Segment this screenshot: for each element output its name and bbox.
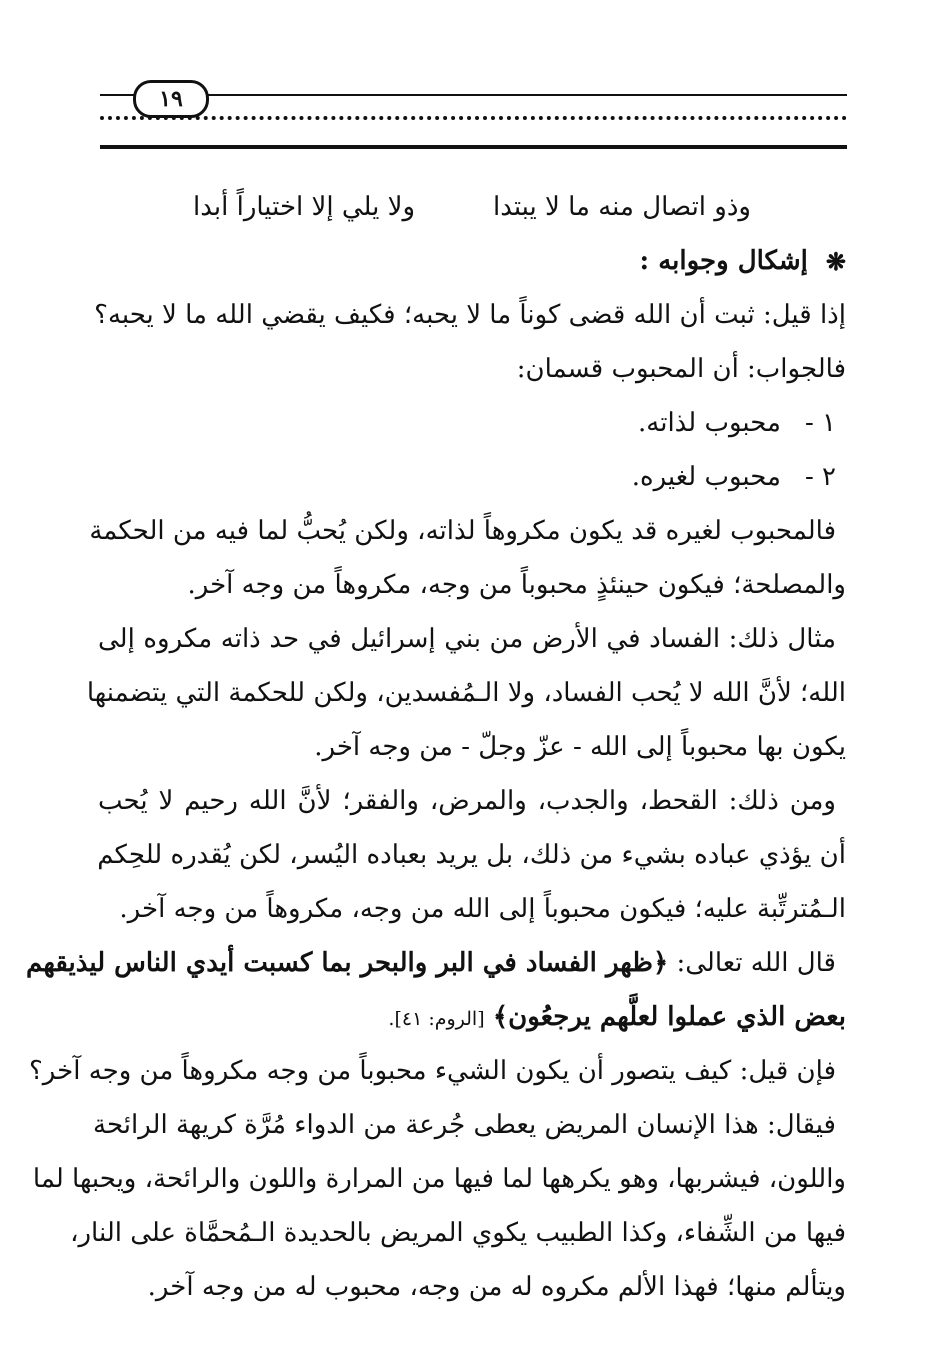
paragraph-line: فالمحبوب لغيره قد يكون مكروهاً لذاته، ولكن يُحبُّ لما فيه من الحكمة bbox=[89, 516, 836, 546]
paragraph-line: الـمُترتِّبة عليه؛ فيكون محبوباً إلى الله من وجه، مكروهاً من وجه آخر. bbox=[119, 894, 846, 924]
paragraph-line: الله؛ لأنَّ الله لا يُحب الفساد، ولا الـمُفسدين، ولكن للحكمة التي يتضمنها bbox=[86, 678, 846, 708]
section-heading bbox=[98, 234, 846, 288]
list-item-number: ١ - bbox=[804, 408, 836, 438]
quran-quote-line bbox=[26, 936, 846, 990]
paragraph-line: أن يؤذي عباده بشيء من ذلك، بل يريد بعباده اليُسر، لكن يُقدره للحِكم bbox=[97, 840, 846, 870]
paragraph-line: يكون بها محبوباً إلى الله - عزّ وجلّ - من وجه آخر. bbox=[314, 732, 846, 762]
verse-second-hemistich: ولا يلي إلا اختياراً أبدا bbox=[193, 192, 416, 222]
question-line: إذا قيل: ثبت أن الله قضى كوناً ما لا يحبه؛ فكيف يقضي الله ما لا يحبه؟ bbox=[94, 300, 846, 330]
list-item-text: محبوب لذاته. bbox=[638, 408, 781, 438]
header-dotted-rule bbox=[100, 116, 847, 134]
page-body bbox=[26, 180, 846, 1314]
quran-citation: [الروم: ٤١]. bbox=[388, 1008, 485, 1030]
quran-verse-text: بعض الذي عملوا لعلَّهم يرجعُون﴾ bbox=[492, 1002, 846, 1032]
quran-verse-text: ﴿ظهر الفساد في البر والبحر بما كسبت أيدي الناس ليذيقهم bbox=[26, 948, 669, 978]
paragraph-line: فيقال: هذا الإنسان المريض يعطى جُرعة من الدواء مُرَّة كريهة الرائحة bbox=[93, 1110, 836, 1140]
list-item-number: ٢ - bbox=[804, 462, 836, 492]
quran-quote-line bbox=[98, 990, 846, 1044]
paragraph-line: فيها من الشِّفاء، وكذا الطبيب يكوي المريض بالحديدة الـمُحمَّاة على النار، bbox=[70, 1218, 846, 1248]
header-rule-bottom bbox=[100, 145, 847, 149]
verse-first-hemistich: وذو اتصال منه ما لا يبتدا bbox=[492, 192, 751, 222]
answer-line: فالجواب: أن المحبوب قسمان: bbox=[516, 354, 846, 384]
paragraph-line: ويتألم منها؛ فهذا الألم مكروه له من وجه، محبوب له من وجه آخر. bbox=[147, 1272, 846, 1302]
section-heading-text: إشكال وجوابه : bbox=[639, 246, 808, 276]
paragraph-line: مثال ذلك: الفساد في الأرض من بني إسرائيل في حد ذاته مكروه إلى bbox=[98, 624, 836, 654]
list-item bbox=[98, 450, 846, 504]
paragraph-line: واللون، فيشربها، وهو يكرهها لما فيها من المرارة واللون والرائحة، ويحبها لما bbox=[32, 1164, 846, 1194]
paragraph-line: فإن قيل: كيف يتصور أن يكون الشيء محبوباً من وجه مكروهاً من وجه آخر؟ bbox=[28, 1056, 836, 1086]
quote-intro: قال الله تعالى: bbox=[676, 948, 836, 978]
list-item-text: محبوب لغيره. bbox=[631, 462, 781, 492]
poetry-verse bbox=[98, 180, 846, 234]
star-icon: ❋ bbox=[825, 246, 846, 276]
page-number: ١٩ bbox=[133, 80, 209, 118]
list-item bbox=[98, 396, 846, 450]
header-rule-top bbox=[100, 94, 847, 96]
paragraph-line: والمصلحة؛ فيكون حينئذٍ محبوباً من وجه، مكروهاً من وجه آخر. bbox=[187, 570, 846, 600]
paragraph-line: ومن ذلك: القحط، والجدب، والمرض، والفقر؛ لأنَّ الله رحيم لا يُحب bbox=[98, 786, 836, 816]
